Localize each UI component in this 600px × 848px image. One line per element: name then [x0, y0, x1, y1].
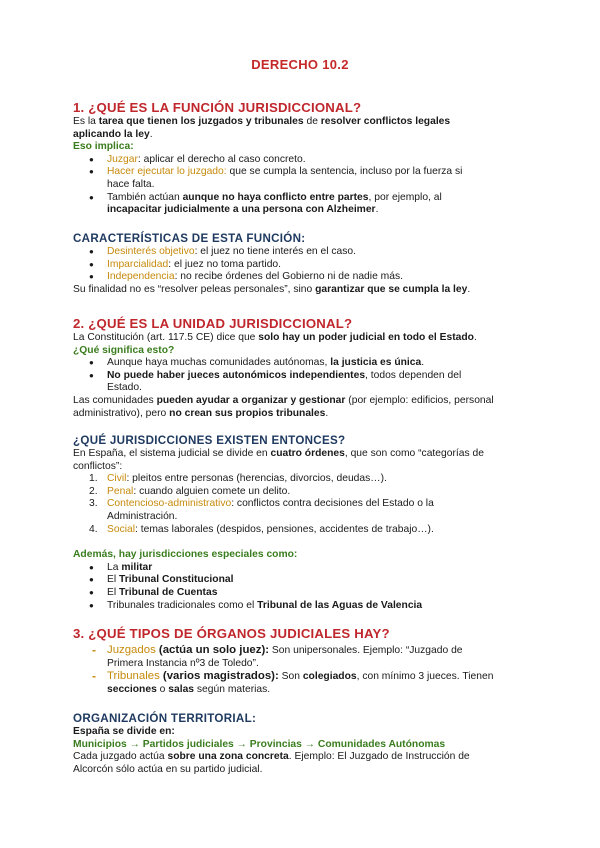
dash-list [73, 644, 533, 696]
list-item: ● Imparcialidad: el juez no toma partido. [73, 259, 533, 272]
list-item: 2. Penal: cuando alguien comete un delito. [89, 485, 291, 497]
list-item: 4. Social: temas laborales (despidos, pensiones, accidentes de trabajo…). [89, 523, 434, 535]
paragraph: Cada juzgado actúa sobre una zona concreta. Ejemplo: El Juzgado de Instrucción de Alcorcón sólo actúa en su partido judicial. [73, 751, 470, 775]
territorial-chain: Municipios → Partidos judiciales → Provincias → Comunidades Autónomas [73, 738, 446, 750]
subheading: Eso implica: [73, 141, 134, 153]
document-title: DERECHO 10.2 [251, 57, 349, 72]
bullet-list [73, 562, 533, 612]
section-funcion-jurisdiccional [73, 100, 533, 217]
paragraph: Es la tarea que tienen los juzgados y tribunales de resolver conflictos legales [73, 116, 451, 127]
list-item: ● El Tribunal Constitucional [73, 574, 533, 587]
section-organizacion-territorial [73, 712, 533, 776]
section-unidad-jurisdiccional [73, 316, 533, 420]
bullet-list [73, 154, 533, 217]
list-item: 3. Contencioso-administrativo: conflictos contra decisiones del Estado o la Administración. [89, 498, 434, 522]
list-item: ● La militar [73, 562, 533, 575]
list-item: ● Desinterés objetivo: el juez no tiene interés en el caso. [73, 246, 533, 259]
section-caracteristicas [73, 232, 533, 296]
list-item: ● No puede haber jueces autonómicos independientes, todos dependen del Estado. [73, 370, 533, 395]
list-item: - Tribunales (varios magistrados): Son colegiados, con mínimo 3 jueces. Tienen secciones o salas según materias. [73, 670, 533, 696]
section-organos-judiciales [73, 626, 533, 696]
paragraph: España se divide en: [73, 726, 175, 737]
list-item: ● Aunque haya muchas comunidades autónomas, la justicia es única. [73, 357, 533, 370]
paragraph: Las comunidades pueden ayudar a organizar y gestionar (por ejemplo: edificios, personal administrativo), pero no crean sus propios tribunales. [73, 394, 494, 419]
subheading: Además, hay jurisdicciones especiales como: [73, 549, 298, 561]
section-jurisdicciones [73, 434, 533, 612]
paragraph: Su finalidad no es “resolver peleas personales”, sino garantizar que se cumpla la ley. [73, 283, 471, 295]
section-heading: 2. ¿QUÉ ES LA UNIDAD JURISDICCIONAL? [73, 316, 353, 331]
list-item: - Juzgados (actúa un solo juez): Son unipersonales. Ejemplo: “Juzgado de Primera Instancia nº3 de Toledo”. [73, 644, 533, 670]
paragraph: La Constitución (art. 117.5 CE) dice que solo hay un poder judicial en todo el Estado. [73, 332, 477, 343]
list-item: ● Juzgar: aplicar el derecho al caso concreto. [73, 154, 533, 167]
numbered-list [73, 473, 533, 536]
section-heading: CARACTERÍSTICAS DE ESTA FUNCIÓN: [73, 232, 306, 245]
section-heading: 1. ¿QUÉ ES LA FUNCIÓN JURISDICCIONAL? [73, 100, 362, 115]
list-item: ● Hacer ejecutar lo juzgado: que se cumpla la sentencia, incluso por la fuerza si hace falta. [73, 166, 533, 191]
section-heading: ¿QUÉ JURISDICCIONES EXISTEN ENTONCES? [73, 434, 346, 447]
section-heading: 3. ¿QUÉ TIPOS DE ÓRGANOS JUDICIALES HAY? [73, 626, 390, 641]
list-item: 1. Civil: pleitos entre personas (herencias, divorcios, deudas…). [89, 473, 387, 485]
list-item: ● El Tribunal de Cuentas [73, 587, 533, 600]
subheading: ¿Qué significa esto? [73, 344, 175, 356]
list-item: ● Independencia: no recibe órdenes del Gobierno ni de nadie más. [73, 271, 533, 284]
list-item: ● También actúan aunque no haya conflicto entre partes, por ejemplo, al incapacitar judicialmente a una persona con Alzheimer. [73, 192, 533, 217]
paragraph: En España, el sistema judicial se divide en cuatro órdenes, que son como “categorías de conflictos”: [73, 448, 484, 472]
section-heading: ORGANIZACIÓN TERRITORIAL: [73, 712, 257, 725]
list-item: ● Tribunales tradicionales como el Tribunal de las Aguas de Valencia [73, 600, 533, 613]
paragraph: aplicando la ley. [73, 128, 153, 140]
bullet-list [73, 357, 533, 395]
bullet-list [73, 246, 533, 284]
